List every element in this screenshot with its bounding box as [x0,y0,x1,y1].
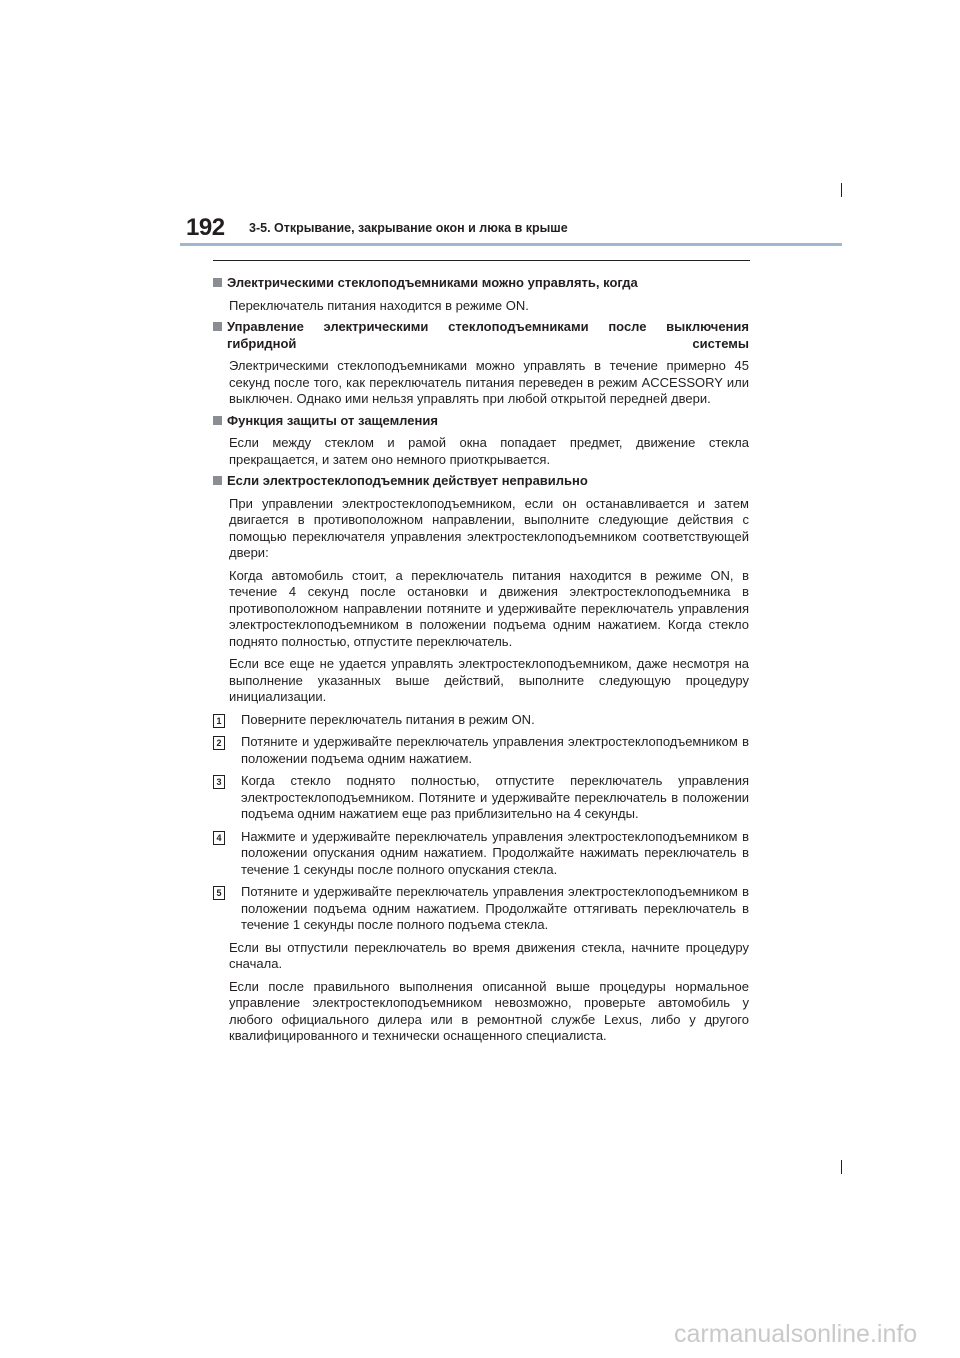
square-bullet-icon [213,322,222,331]
step-number-badge: 4 [213,831,225,845]
step-text: Потяните и удерживайте переключатель управления электростеклоподъемником в положении подъема одним нажатием. [241,734,749,766]
paragraph: Переключатель питания находится в режиме ON. [229,297,529,313]
step-number-badge: 5 [213,886,225,900]
section-title: Электрическими стеклоподъемниками можно управлять, когда [213,275,749,292]
paragraph: При управлении электростеклоподъемником, если он останавливается и затем двигается в противоположном направлении, выполните следующие действия с помощью переключателя управления электростеклоподъемником соответствующей двери: [229,495,749,560]
paragraph: Если вы отпустили переключатель во время движения стекла, начните процедуру сначала. [229,939,749,971]
step-number-badge: 2 [213,736,225,750]
page-content [213,270,749,1045]
crop-mark-bottom [841,1160,842,1174]
step-text: Поверните переключатель питания в режим ON. [241,711,535,727]
step-item [213,734,749,767]
step-text: Нажмите и удерживайте переключатель управления электростеклоподъемником в положении опускания одним нажатием. Продолжайте нажимать переключатель в течение 1 секунды после полного опускания стекла. [241,828,749,877]
paragraph: Когда автомобиль стоит, а переключатель питания находится в режиме ON, в течение 4 секунд после остановки и движения электростеклоподъемника в противоположном направлении потяните и удерживайте переключатель управления электростеклоподъемником в положении подъема одним нажатием. Когда стекло поднято полностью, отпустите переключатель. [229,567,749,649]
paragraph: Если после правильного выполнения описанной выше процедуры нормальное управление электростеклоподъемником невозможно, проверьте автомобиль у любого официального дилера или в ремонтной службе Lexus, либо у другого квалифицированного и технически оснащенного специалиста. [229,978,749,1043]
step-number-badge: 3 [213,775,225,789]
step-item [213,773,749,823]
watermark: carmanualsonline.info [674,1320,918,1348]
step-text: Когда стекло поднято полностью, отпустите переключатель управления электростеклоподъемником. Потяните и удерживайте переключатель в положении подъема одним нажатием еще раз приблизительно на 4 секунды. [241,773,749,821]
square-bullet-icon [213,278,222,287]
square-bullet-icon [213,416,222,425]
step-item [213,829,749,879]
step-number-badge: 1 [213,714,225,728]
paragraph: Если все еще не удается управлять электростеклоподъемником, даже несмотря на выполнение указанных выше действий, выполните следующую процедуру инициализации. [229,656,749,704]
paragraph: Электрическими стеклоподъемниками можно управлять в течение примерно 45 секунд после того, как переключатель питания переведен в режим ACCESSORY или выключен. Однако ими нельзя управлять при любой открытой передней двери. [229,358,749,406]
step-text: Потяните и удерживайте переключатель управления электростеклоподъемником в положении подъема одним нажатием. Продолжайте оттягивать переключатель в течение 1 секунды после полного подъема стекла. [241,884,749,932]
square-bullet-icon [213,476,222,485]
section-title: Функция защиты от защемления [213,413,749,430]
step-item [213,712,749,729]
header-rule [180,243,842,246]
section-title: Если электростеклоподъемник действует неправильно [213,473,749,490]
crop-mark-top [841,183,842,197]
page-number: 192 [186,214,225,241]
section-rule [213,260,750,261]
step-item [213,884,749,934]
section-title: Управление электрическими стеклоподъемниками после выключения гибридной системы [213,319,749,352]
paragraph: Если между стеклом и рамой окна попадает предмет, движение стекла прекращается, и затем оно немного приоткрывается. [229,435,749,467]
chapter-title: 3-5. Открывание, закрывание окон и люка в крыше [249,221,568,235]
